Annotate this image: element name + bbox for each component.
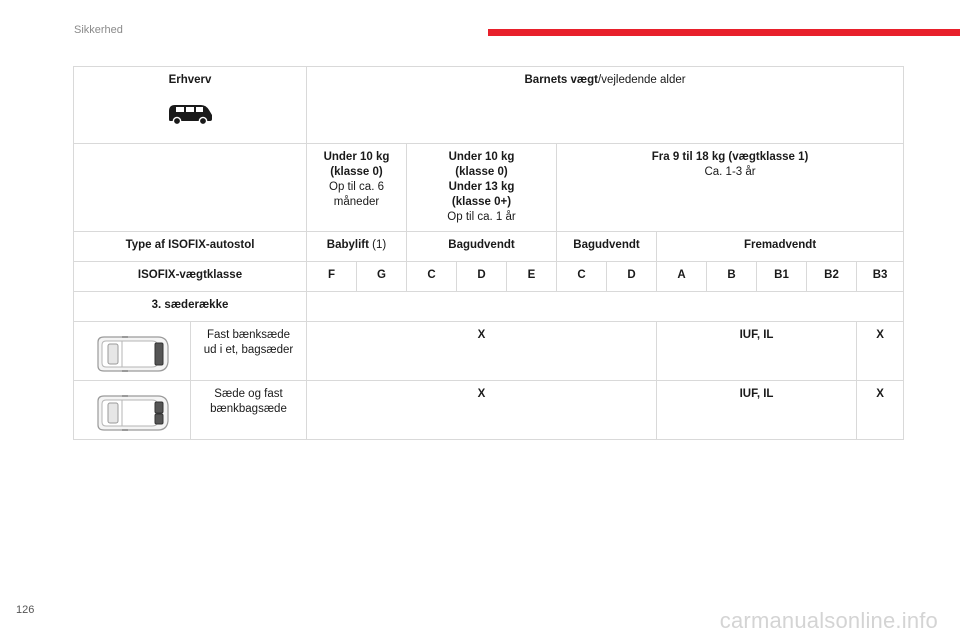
seat-label-cell	[191, 322, 307, 381]
seat-value-1: X	[307, 381, 657, 440]
type-babylift	[307, 232, 407, 262]
seat-value-2: IUF, IL	[657, 322, 857, 381]
seat-label: Sæde og fast	[214, 388, 283, 400]
seat-image-cell	[74, 322, 191, 381]
weight-group-3	[557, 144, 904, 232]
type-bagudvendt-1: Bagudvendt	[407, 232, 557, 262]
type-label: Type af ISOFIX-autostol	[74, 232, 307, 262]
class-cell: D	[607, 262, 657, 292]
class-cell: B3	[857, 262, 904, 292]
header-weight-cell	[307, 67, 904, 144]
type-fremadvendt: Fremadvendt	[657, 232, 904, 262]
weight-text: Under 10 kg	[323, 151, 390, 163]
seat-value-1: X	[307, 322, 657, 381]
seat-value-3: X	[857, 322, 904, 381]
class-label: ISOFIX-vægtklasse	[74, 262, 307, 292]
car-topview-icon	[92, 334, 172, 374]
class-cell: F	[307, 262, 357, 292]
empty-cell	[307, 292, 904, 322]
weight-group-1	[307, 144, 407, 232]
weight-group-2	[407, 144, 557, 232]
class-cell: C	[407, 262, 457, 292]
babylift-note: (1)	[368, 239, 387, 251]
class-cell: B2	[807, 262, 857, 292]
watermark: carmanualsonline.info	[719, 608, 938, 633]
class-cell: G	[357, 262, 407, 292]
weight-text: (klasse 0)	[455, 166, 508, 178]
class-cell: C	[557, 262, 607, 292]
weight-text: Op til ca. 1 år	[447, 211, 516, 223]
accent-bar	[488, 29, 960, 36]
weight-text: Op til ca. 6	[329, 181, 384, 193]
type-bagudvendt-2: Bagudvendt	[557, 232, 657, 262]
seat-image-cell	[74, 381, 191, 440]
row-header: 3. sæderække	[74, 292, 307, 322]
seat-label: Fast bænksæde	[206, 329, 291, 341]
isofix-table	[73, 66, 904, 440]
weight-text: Fra 9 til 18 kg (vægtklasse 1)	[651, 151, 809, 163]
weight-text: måneder	[333, 196, 380, 208]
weight-text: Under 13 kg	[448, 181, 515, 193]
weight-text: Under 10 kg	[448, 151, 515, 163]
empty-cell	[74, 144, 307, 232]
weight-text: Ca. 1-3 år	[704, 166, 756, 178]
header-category: Erhverv	[168, 74, 212, 86]
header-category-cell	[74, 67, 307, 144]
header-weight-bold: Barnets vægt	[524, 74, 598, 86]
page-number: 126	[16, 604, 35, 616]
section-label: Sikkerhed	[74, 24, 123, 36]
class-cell: E	[507, 262, 557, 292]
seat-label: bænkbagsæde	[210, 403, 287, 415]
class-cell: B	[707, 262, 757, 292]
seat-value-3: X	[857, 381, 904, 440]
header-weight-rest: /vejledende alder	[598, 74, 686, 86]
weight-text: (klasse 0)	[330, 166, 383, 178]
van-icon	[165, 102, 215, 126]
class-cell: B1	[757, 262, 807, 292]
class-cell: D	[457, 262, 507, 292]
seat-label: ud i et, bagsæder	[203, 344, 294, 356]
car-topview-icon	[92, 393, 172, 433]
seat-label-cell	[191, 381, 307, 440]
class-cell: A	[657, 262, 707, 292]
babylift-text: Babylift	[326, 239, 369, 251]
seat-value-2: IUF, IL	[657, 381, 857, 440]
weight-text: (klasse 0+)	[451, 196, 512, 208]
